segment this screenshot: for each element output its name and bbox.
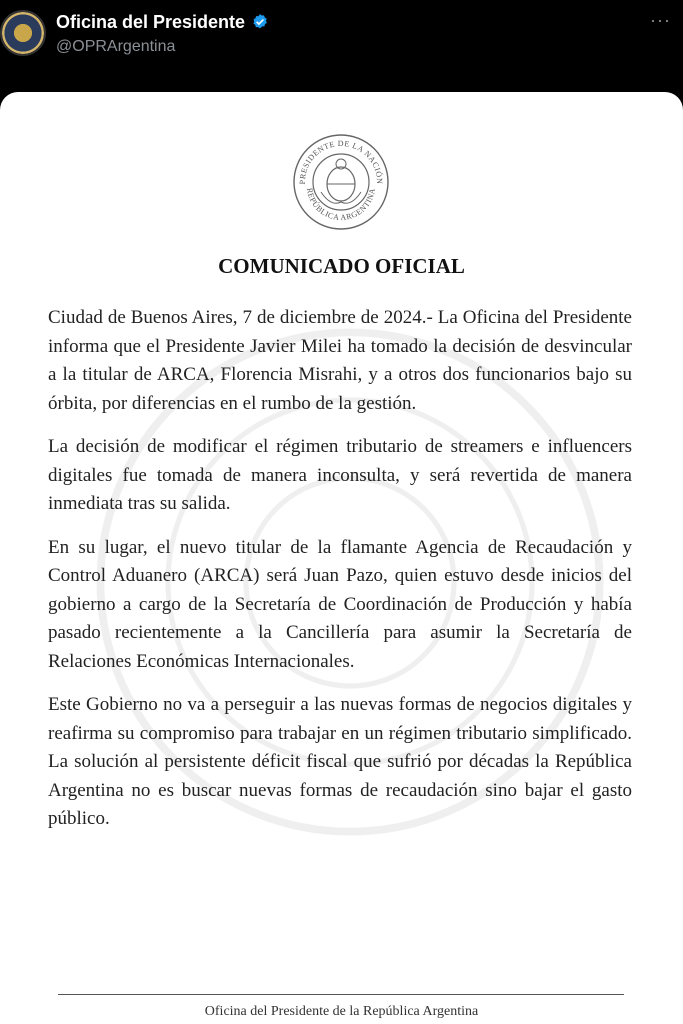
footer-divider — [58, 994, 624, 995]
author-display-name[interactable] — [56, 12, 269, 33]
document-title: COMUNICADO OFICIAL — [218, 254, 465, 278]
statement-body — [48, 304, 632, 849]
more-options-icon[interactable]: ··· — [650, 10, 671, 30]
presidential-seal-icon — [291, 132, 391, 232]
svg-text:REPÚBLICA ARGENTINA — [305, 187, 377, 222]
verified-badge-icon — [251, 13, 269, 31]
author-handle[interactable]: @OPRArgentina — [56, 38, 176, 55]
official-statement-document — [0, 92, 683, 1024]
presidential-seal-avatar[interactable] — [0, 10, 46, 56]
paragraph-1: Ciudad de Buenos Aires, 7 de diciembre de 2024.- La Oficina del Presidente informa que el Presidente Javier Milei ha tomado la decisión de desvincular a la titular de ARCA, Florencia Misrahi, y a otros dos funcionarios bajo su órbita, por diferencias en el rumbo de la gestión. — [48, 307, 632, 414]
paragraph-2: La decisión de modificar el régimen tributario de streamers e influencers digitales fue tomada de manera inconsulta, y será revertida de manera inmediata tras su salida. — [48, 436, 632, 514]
seal-text-bottom: REPÚBLICA ARGENTINA — [304, 187, 378, 223]
paragraph-3: En su lugar, el nuevo titular de la flamante Agencia de Recaudación y Control Aduanero (ARCA) será Juan Pazo, quien estuvo desde inicios del gobierno a cargo de la Secretaría de Coordinación de Producción y había pasado recientemente a la Cancillería para asumir la Secretaría de Relaciones Económicas Internacionales. — [48, 536, 632, 672]
author-name-text[interactable]: Oficina del Presidente — [56, 12, 246, 32]
seal-text-top: PRESIDENTE DE LA NACIÓN — [297, 138, 385, 185]
tweet-header — [0, 0, 683, 92]
document-footer: Oficina del Presidente de la República Argentina — [204, 1004, 479, 1019]
paragraph-4: Este Gobierno no va a perseguir a las nuevas formas de negocios digitales y reafirma su compromiso para trabajar en un régimen tributario simplificado. La solución al persistente déficit fiscal que sufrió por décadas la República Argentina no es buscar nuevas formas de recaudación sino bajar el gasto público. — [48, 694, 632, 829]
